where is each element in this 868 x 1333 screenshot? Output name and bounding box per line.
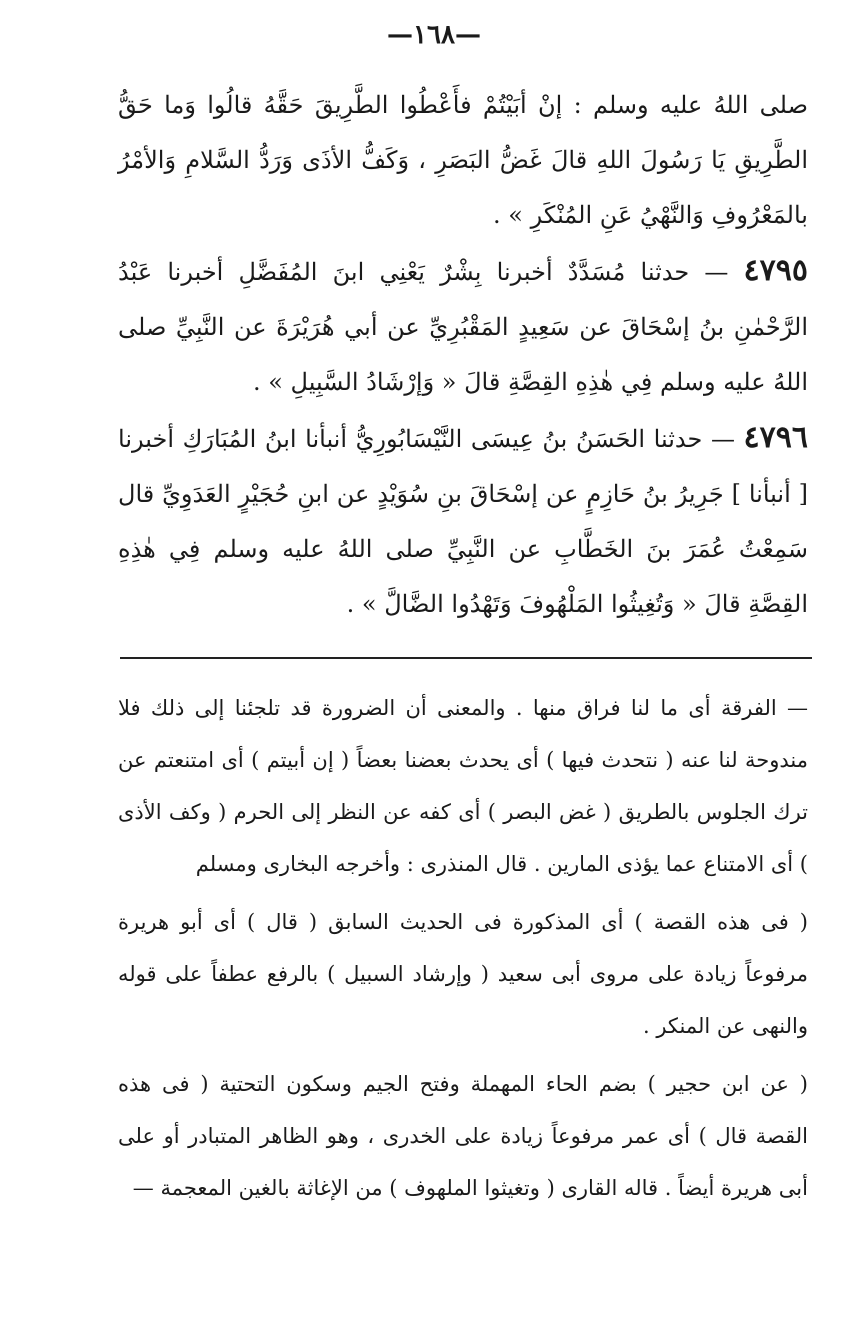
hadith-number: ٤٧٩٥ (743, 253, 808, 288)
hadith-paragraph-4795 (118, 243, 808, 410)
intro-paragraph: صلى اللهُ عليه وسلم : إنْ أبَيْتُمْ فأَعْطُوا الطَّرِيقَ حَقَّهُ قالُوا وَما حَقُّ الطَّرِيقِ يَا رَسُولَ اللهِ قالَ غَضُّ البَصَرِ ، وَكَفُّ الأذَى وَرَدُّ السَّلامِ وَالأمْرُ بالمَعْرُوفِ وَالنَّهْيُ عَنِ المُنْكَرِ » . (118, 91, 808, 229)
hadith-text: — حدثنا مُسَدَّدٌ أخبرنا بِشْرٌ يَعْنِي ابنَ المُفَضَّلِ أخبرنا عَبْدُ الرَّحْمٰنِ بنُ إسْحَاقَ عن سَعِيدٍ المَقْبُرِيِّ عن أبي هُرَيْرَةَ عن النَّبِيِّ صلى اللهُ عليه وسلم فِي هٰذِهِ القِصَّةِ قالَ « وَإرْشَادُ السَّبِيلِ » . (118, 258, 808, 396)
commentary-paragraph: ( فى هذه القصة ) أى المذكورة فى الحديث السابق ( قال ) أى أبو هريرة مرفوعاً زيادة على مروى أبى سعيد ( وإرشاد السبيل ) بالرفع عطفاً على قوله والنهى عن المنكر . (118, 910, 808, 1038)
commentary-paragraph: ( عن ابن حجير ) بضم الحاء المهملة وفتح الجيم وسكون التحتية ( فى هذه القصة قال ) أى عمر مرفوعاً زيادة على الخدرى ، وهو الظاهر المتبادر أو على أبى هريرة أيضاً . قاله القارى ( وتغيثوا الملهوف ) من الإغاثة بالغين المعجمة — (118, 1072, 808, 1200)
hadith-text: — حدثنا الحَسَنُ بنُ عِيسَى النَّيْسَابُورِيُّ أنبأنا ابنُ المُبَارَكِ أخبرنا [ أنبأنا ] جَرِيرُ بنُ حَازِمٍ عن إسْحَاقَ بنِ سُوَيْدٍ عن ابنِ حُجَيْرٍ العَدَوِيِّ قال سَمِعْتُ عُمَرَ بنَ الخَطَّابِ عن النَّبِيِّ صلى اللهُ عليه وسلم فِي هٰذِهِ القِصَّةِ قالَ « وَتُغِيثُوا المَلْهُوفَ وَتَهْدُوا الضَّالَّ » . (118, 425, 808, 618)
page-number: —١٦٨— (387, 20, 481, 50)
footnote-separator (120, 657, 812, 659)
hadith-paragraph-4796 (118, 410, 808, 632)
hadith-number: ٤٧٩٦ (743, 420, 808, 455)
main-text (118, 78, 808, 632)
commentary-section (118, 682, 808, 1214)
commentary-paragraph: — الفرقة أى ما لنا فراق منها . والمعنى أن الضرورة قد تلجئنا إلى ذلك فلا مندوحة لنا عنه ( نتحدث فيها ) أى يحدث بعضنا بعضاً ( إن أبيتم ) أى امتنعتم عن ترك الجلوس بالطريق ( غض البصر ) أى كفه عن النظر إلى الحرم ( وكف الأذى ) أى الامتناع عما يؤذى المارين . قال المنذرى : وأخرجه البخارى ومسلم (118, 696, 808, 876)
